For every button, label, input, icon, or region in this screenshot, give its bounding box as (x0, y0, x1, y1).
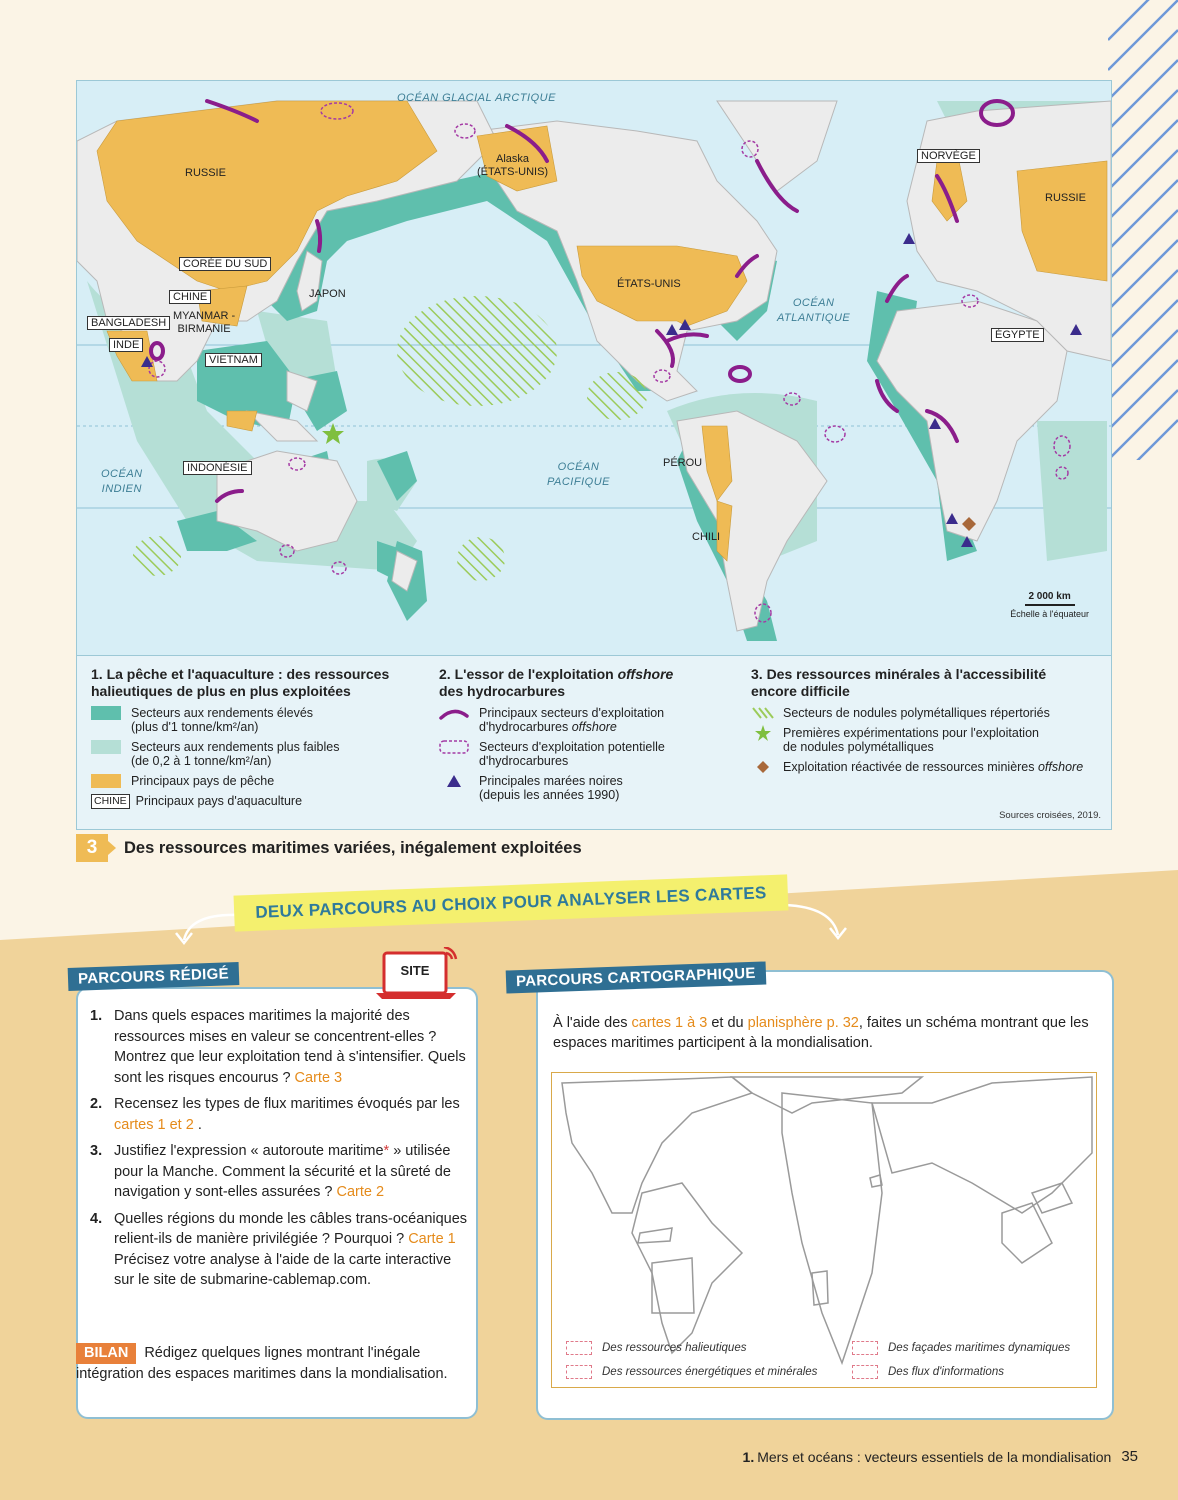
legend-text: Des façades maritimes dynamiques (888, 1342, 1071, 1354)
label-russia-east: RUSSIE (185, 167, 226, 179)
legend-text-line: (plus d'1 tonne/km²/an) (131, 720, 259, 734)
map-figure (76, 80, 1112, 830)
legend-col-hydrocarbons (439, 666, 739, 802)
legend-item-mining (751, 760, 1106, 774)
legend-item-oil-spills (439, 774, 739, 802)
tab-parcours-redige: PARCOURS RÉDIGÉ (68, 962, 240, 991)
legend-text-line: Principaux pays d'aquaculture (135, 794, 303, 808)
label-alaska (477, 153, 548, 179)
sketch-instruction (553, 1013, 1098, 1053)
label-peru: PÉROU (663, 457, 703, 469)
question-4 (90, 1209, 468, 1291)
question-number: 4. (90, 1210, 103, 1227)
legend-text-line: Principales marées noires (479, 774, 623, 788)
legend-item-text (783, 726, 1039, 754)
question-text (114, 1141, 468, 1203)
label-pacific-1: OCÉAN (557, 461, 600, 473)
question-3 (90, 1141, 468, 1203)
label-russia-west: RUSSIE (1045, 192, 1086, 204)
legend-col-minerals (751, 666, 1106, 774)
legend-item-text (131, 706, 313, 734)
chapter-title: Mers et océans : vecteurs essentiels de la mondialisation (757, 1448, 1112, 1465)
legend-fill-box[interactable] (852, 1365, 878, 1379)
figure-number: 3 (76, 834, 108, 862)
high-yield-swatch (91, 706, 121, 720)
diamond-icon (751, 760, 775, 774)
label-egypt: ÉGYPTE (991, 328, 1044, 342)
legend-title-part: 2. L'essor de l'exploitation (439, 666, 618, 682)
map-scale (1010, 591, 1089, 619)
site-label: SITE (400, 963, 430, 978)
maps-reference-link[interactable]: cartes 1 à 3 (631, 1015, 708, 1031)
figure-title: Des ressources maritimes variées, inégalement exploitées (124, 838, 582, 857)
label-atlantic-ocean (777, 296, 850, 326)
legend-minerals-title (751, 666, 1106, 700)
site-laptop-icon[interactable] (374, 947, 460, 1001)
legend-item-aquaculture (91, 794, 421, 809)
legend-text-line: Premières expérimentations pour l'exploitation (783, 726, 1039, 740)
planisphere-reference-link[interactable]: planisphère p. 32 (747, 1015, 859, 1031)
legend-text-line: Secteurs de nodules polymétalliques répertoriés (783, 706, 1050, 720)
world-map (77, 81, 1111, 655)
legend-title-italic: offshore (617, 666, 674, 682)
sketch-legend-1 (566, 1341, 746, 1355)
legend-text-line: Secteurs aux rendements plus faibles (131, 740, 340, 754)
legend-fill-box[interactable] (566, 1365, 592, 1379)
question-text (114, 1006, 468, 1088)
label-chile: CHILI (692, 531, 721, 543)
decorative-stripes (1108, 0, 1178, 460)
label-atlantic-1: OCÉAN (792, 297, 835, 309)
offshore-arc-icon (439, 706, 469, 720)
legend-fill-box[interactable] (852, 1341, 878, 1355)
legend-text: Des flux d'informations (888, 1366, 1004, 1378)
label-myanmar-2: BIRMANIE (177, 323, 231, 335)
legend-text-line: Principaux secteurs d'exploitation (479, 706, 665, 720)
label-south-korea: CORÉE DU SUD (179, 257, 271, 271)
aquaculture-country-box: CHINE (91, 794, 130, 809)
page-number: 35 (1121, 1448, 1138, 1465)
instruction-text: , faites un schéma montrant que les espaces maritimes participent à la mondialisation. (553, 1015, 1089, 1051)
question-number: 3. (90, 1143, 103, 1159)
scale-note: Échelle à l'équateur (1010, 609, 1089, 619)
map-reference-link[interactable]: cartes 1 et 2 (114, 1116, 194, 1133)
scale-bar (1025, 604, 1075, 606)
fishing-country-swatch (91, 774, 121, 788)
question-text (114, 1094, 468, 1135)
star-icon (751, 726, 775, 740)
legend-hydrocarbons-title (439, 666, 739, 700)
legend-item-text (479, 740, 665, 768)
label-bangladesh: BANGLADESH (87, 316, 170, 330)
legend-item-text (479, 706, 664, 734)
question-body-end: . (197, 1116, 202, 1133)
map-reference-link[interactable]: Carte 2 (336, 1184, 385, 1200)
legend-item-nodules (751, 706, 1106, 720)
sketch-legend-3 (852, 1341, 1070, 1355)
sketch-legend-4 (852, 1365, 1004, 1379)
label-myanmar (173, 310, 235, 336)
legend-item-potential (439, 740, 739, 768)
question-text (114, 1209, 468, 1291)
legend-item-fishing-countries (91, 774, 421, 788)
question-body-end: Précisez votre analyse à l'aide de la carte interactive sur le site de submarine-cablemap.com. (114, 1251, 452, 1288)
map-reference-link[interactable]: Carte 3 (294, 1069, 343, 1086)
label-alaska-1: Alaska (496, 153, 530, 165)
legend-title-part: des hydrocarbures (439, 683, 566, 699)
legend-text-italic: offshore (1037, 760, 1084, 774)
map-sources: Sources croisées, 2019. (999, 810, 1101, 821)
bilan-text: Rédigez quelques lignes montrant l'inégale intégration des espaces maritimes dans la mondialisation. (76, 1345, 448, 1382)
label-india: INDE (109, 338, 143, 352)
legend-fishing-title: 1. La pêche et l'aquaculture : des ressources halieutiques de plus en plus exploitées (91, 666, 390, 699)
legend-text: Des ressources énergétiques et minérales (602, 1366, 818, 1378)
legend-text: Des ressources halieutiques (602, 1342, 747, 1354)
legend-text-line: Exploitation réactivée de ressources minières (783, 760, 1038, 774)
legend-text-line: d'hydrocarbures (479, 720, 572, 734)
legend-item-offshore (439, 706, 739, 734)
potential-dashed-icon (439, 740, 469, 754)
label-myanmar-1: MYANMAR - (173, 310, 236, 322)
instruction-text: À l'aide des (553, 1015, 632, 1031)
question-2 (90, 1094, 468, 1135)
label-indonesia: INDONÉSIE (183, 461, 252, 475)
label-pacific-ocean (547, 460, 610, 490)
legend-text-line: Secteurs d'exploitation potentielle (479, 740, 665, 754)
question-body-end: » utilisée pour la Manche. Comment la sécurité et la sûreté de navigation y sont-elles assurées ? (114, 1143, 451, 1200)
legend-text-italic: offshore (571, 720, 617, 734)
legend-item-high-yield (91, 706, 421, 734)
blank-sketch-map[interactable] (551, 1072, 1097, 1388)
legend-title-part: 3. Des ressources minérales à l'accessibilité (751, 666, 1047, 682)
label-atlantic-2: ATLANTIQUE (777, 312, 851, 324)
label-alaska-2: (ÉTATS-UNIS) (477, 166, 549, 178)
tab-parcours-cartographique: PARCOURS CARTOGRAPHIQUE (506, 961, 766, 993)
label-vietnam: VIETNAM (205, 353, 262, 367)
low-yield-swatch (91, 740, 121, 754)
bilan-tag: BILAN (76, 1343, 136, 1364)
glossary-star: * (383, 1143, 390, 1159)
legend-item-experiments (751, 726, 1106, 754)
choice-banner: DEUX PARCOURS AU CHOIX POUR ANALYSER LES CARTES (234, 874, 789, 931)
scale-distance: 2 000 km (1028, 591, 1071, 602)
label-indian-ocean (101, 467, 143, 497)
legend-text-line: d'hydrocarbures (479, 754, 569, 768)
question-1 (90, 1006, 468, 1088)
label-china: CHINE (169, 290, 211, 304)
triangle-icon (439, 774, 469, 788)
question-body: Recensez les types de flux maritimes évoqués par les (114, 1096, 460, 1112)
legend-item-low-yield (91, 740, 421, 768)
label-usa: ÉTATS-UNIS (617, 278, 681, 290)
legend-col-fishing (91, 666, 421, 809)
legend-text-line: (de 0,2 à 1 tonne/km²/an) (131, 754, 272, 768)
page-footer (743, 1448, 1138, 1465)
legend-item-text (783, 760, 1083, 774)
hatch-icon (751, 706, 775, 720)
legend-text-line: (depuis les années 1990) (479, 788, 620, 802)
instruction-text: et du (707, 1015, 748, 1031)
legend-item-text (131, 740, 339, 768)
figure-caption (76, 834, 582, 862)
question-list (90, 1006, 468, 1297)
bilan-block (76, 1343, 472, 1384)
legend-title-part: encore difficile (751, 683, 850, 699)
label-japan: JAPON (309, 288, 346, 300)
question-body: Justifiez l'expression « autoroute maritime (114, 1143, 384, 1159)
label-indian-1: OCÉAN (101, 468, 143, 480)
label-norway: NORVÈGE (917, 149, 980, 163)
map-reference-link[interactable]: Carte 1 (408, 1231, 456, 1247)
label-arctic-ocean: OCÉAN GLACIAL ARCTIQUE (397, 92, 556, 104)
label-indian-2: INDIEN (101, 483, 142, 495)
sketch-legend-2 (566, 1365, 817, 1379)
legend-text-line: Principaux pays de pêche (131, 774, 275, 788)
legend-text-line: de nodules polymétalliques (783, 740, 934, 754)
chapter-number: 1. (742, 1448, 755, 1465)
world-map-drawing (77, 81, 1111, 655)
question-body: Quelles régions du monde les câbles trans-océaniques relient-ils de manière privilégiée ? Pourquoi ? (114, 1210, 468, 1247)
map-legend (77, 655, 1111, 829)
legend-fill-box[interactable] (566, 1341, 592, 1355)
legend-item-text (479, 774, 623, 802)
question-number: 1. (90, 1008, 103, 1024)
label-pacific-2: PACIFIQUE (547, 476, 610, 488)
question-number: 2. (90, 1096, 103, 1112)
legend-text-line: Secteurs aux rendements élevés (131, 706, 314, 720)
question-body: Dans quels espaces maritimes la majorité des ressources mises en valeur se concentrent-elles ? Montrez que leur exploitation tend à s'intensifier. Quels sont les risques encourus ? (114, 1008, 466, 1086)
